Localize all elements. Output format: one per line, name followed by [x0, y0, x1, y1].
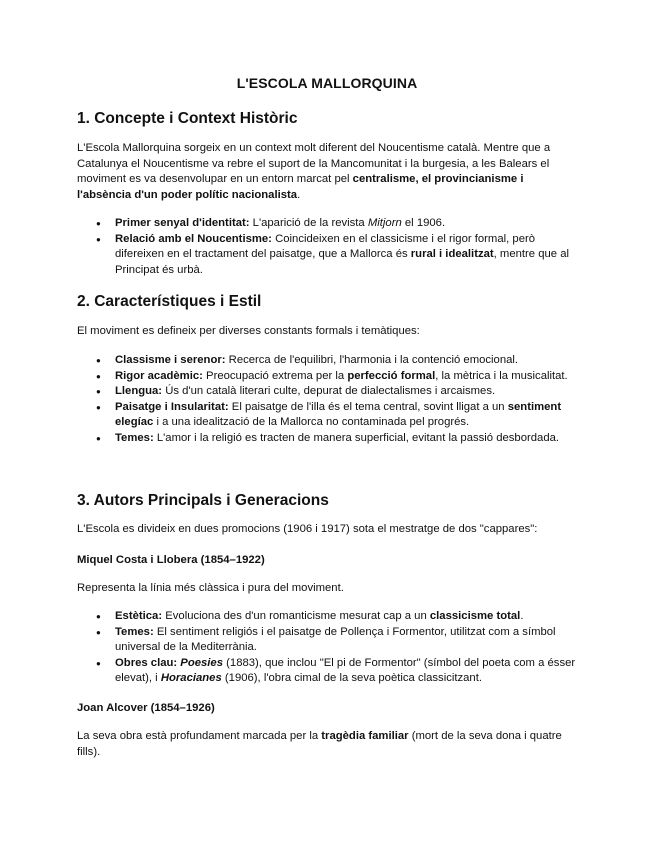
list-item-text-end: . — [520, 610, 524, 622]
intro-bold-text: centralisme, el provincianisme i l'absència d'un poder polític nacionalista — [77, 173, 524, 201]
list-item-text: (1883), que inclou "El pi de Formentor" (símbol del poeta com a ésser elevat), i — [115, 656, 576, 684]
list-item-text: Ús d'un català literari culte, depurat de dialectalismes i arcaismes. — [162, 385, 496, 397]
book-title-horacianes: Horacianes — [160, 672, 222, 684]
intro-text: L'Escola Mallorquina sorgeix en un context molt diferent del Noucentisme català. Mentre que a Catalunya el Noucentisme va rebre el suport de la Mancomunitat i la burgesia, a les Balears el moviment es va desenvolupar en un entorn marcat pel — [77, 142, 551, 185]
author-heading-alcover: Joan Alcover (1854–1926) — [77, 702, 215, 714]
list-item-text: L'amor i la religió es tracten de manera superficial, evitant la passió desbordada. — [153, 431, 560, 444]
section-heading-authors: 3. Autors Principals i Generacions — [77, 492, 329, 509]
section-intro-authors: L'Escola es divideix en dues promocions (1906 i 1917) sota el mestratge de dos "cappares": — [77, 523, 538, 535]
list-item-bold-text: sentiment elegíac — [115, 400, 562, 428]
list-item-label: Estètica: — [115, 610, 163, 622]
list-item-text: El sentiment religiós i el paisatge de Pollença i Formentor, utilitzat com a símbol universal de la Mediterrània. — [115, 625, 556, 653]
list-item-text: L'aparició de la revista — [249, 217, 368, 229]
list-item-text-end: (1906), l'obra cimal de la seva poètica classicitzant. — [221, 672, 482, 684]
list-item-label: Obres clau: — [115, 656, 178, 669]
list-item — [77, 609, 577, 625]
list-item-label: Temes: — [115, 625, 154, 638]
list-item-bold-text: perfecció formal — [347, 369, 436, 382]
list-item-text: Recerca de l'equilibri, l'harmonia i la contenció emocional. — [225, 354, 519, 366]
author-description-alcover — [77, 729, 577, 760]
list-item — [77, 216, 577, 232]
list-item-text: El paisatge de l'illa és el tema central, sovint lligat a un — [228, 400, 508, 413]
list-item-text: Preocupació extrema per la — [202, 369, 348, 382]
list-item-label: Rigor acadèmic: — [115, 369, 203, 382]
section-heading-context: 1. Concepte i Context Històric — [77, 110, 298, 127]
list-item-text-end: , mentre que al Principat és urbà. — [115, 248, 570, 276]
list-item-label: Classisme i serenor: — [115, 354, 226, 366]
description-text-end: (mort de la seva dona i quatre fills). — [77, 730, 562, 758]
list-item-text: Evoluciona des d'un romanticisme mesurat cap a un — [162, 610, 430, 622]
bullet-list-characteristics — [77, 353, 577, 446]
list-item — [77, 369, 577, 385]
list-item — [77, 232, 577, 279]
section-heading-characteristics: 2. Característiques i Estil — [77, 293, 262, 310]
list-item — [77, 384, 577, 400]
list-item — [77, 656, 577, 687]
book-title-poesies: Poesies — [180, 656, 224, 669]
list-item-text-end: i a una idealització de la Mallorca no contaminada pel progrés. — [153, 416, 470, 428]
magazine-title: Mitjorn — [367, 217, 402, 229]
list-item-text-end: , la mètrica i la musicalitat. — [435, 369, 568, 382]
bullet-list-context — [77, 216, 577, 278]
list-item-bold-text: classicisme total — [429, 610, 521, 622]
bullet-list-costa — [77, 609, 577, 687]
list-item — [77, 400, 577, 431]
list-item — [77, 431, 577, 447]
author-heading-costa: Miquel Costa i Llobera (1854–1922) — [77, 554, 265, 566]
list-item-text-end: el 1906. — [401, 217, 446, 229]
list-item-text: Coincideixen en el classicisme i el rigor formal, però difereixen en el tractament del paisatge, que a Mallorca és — [115, 232, 536, 260]
author-description-costa: Representa la línia més clàssica i pura del moviment. — [77, 582, 344, 594]
list-item — [77, 625, 577, 656]
document-title: L'ESCOLA MALLORQUINA — [236, 75, 418, 91]
description-bold-text: tragèdia familiar — [321, 730, 409, 742]
intro-text-end: . — [297, 188, 301, 201]
section-intro-characteristics: El moviment es defineix per diverses constants formals i temàtiques: — [77, 325, 420, 337]
list-item-label: Llengua: — [115, 385, 163, 397]
list-item-bold-text: rural i idealitzat — [410, 248, 494, 260]
list-item-label: Relació amb el Noucentisme: — [115, 232, 272, 245]
section-intro-context — [77, 141, 577, 203]
list-item — [77, 353, 577, 369]
list-item-label: Primer senyal d'identitat: — [115, 217, 250, 229]
list-item-label: Paisatge i Insularitat: — [115, 400, 229, 413]
list-item-label: Temes: — [115, 431, 154, 444]
description-text: La seva obra està profundament marcada per la — [77, 730, 322, 742]
